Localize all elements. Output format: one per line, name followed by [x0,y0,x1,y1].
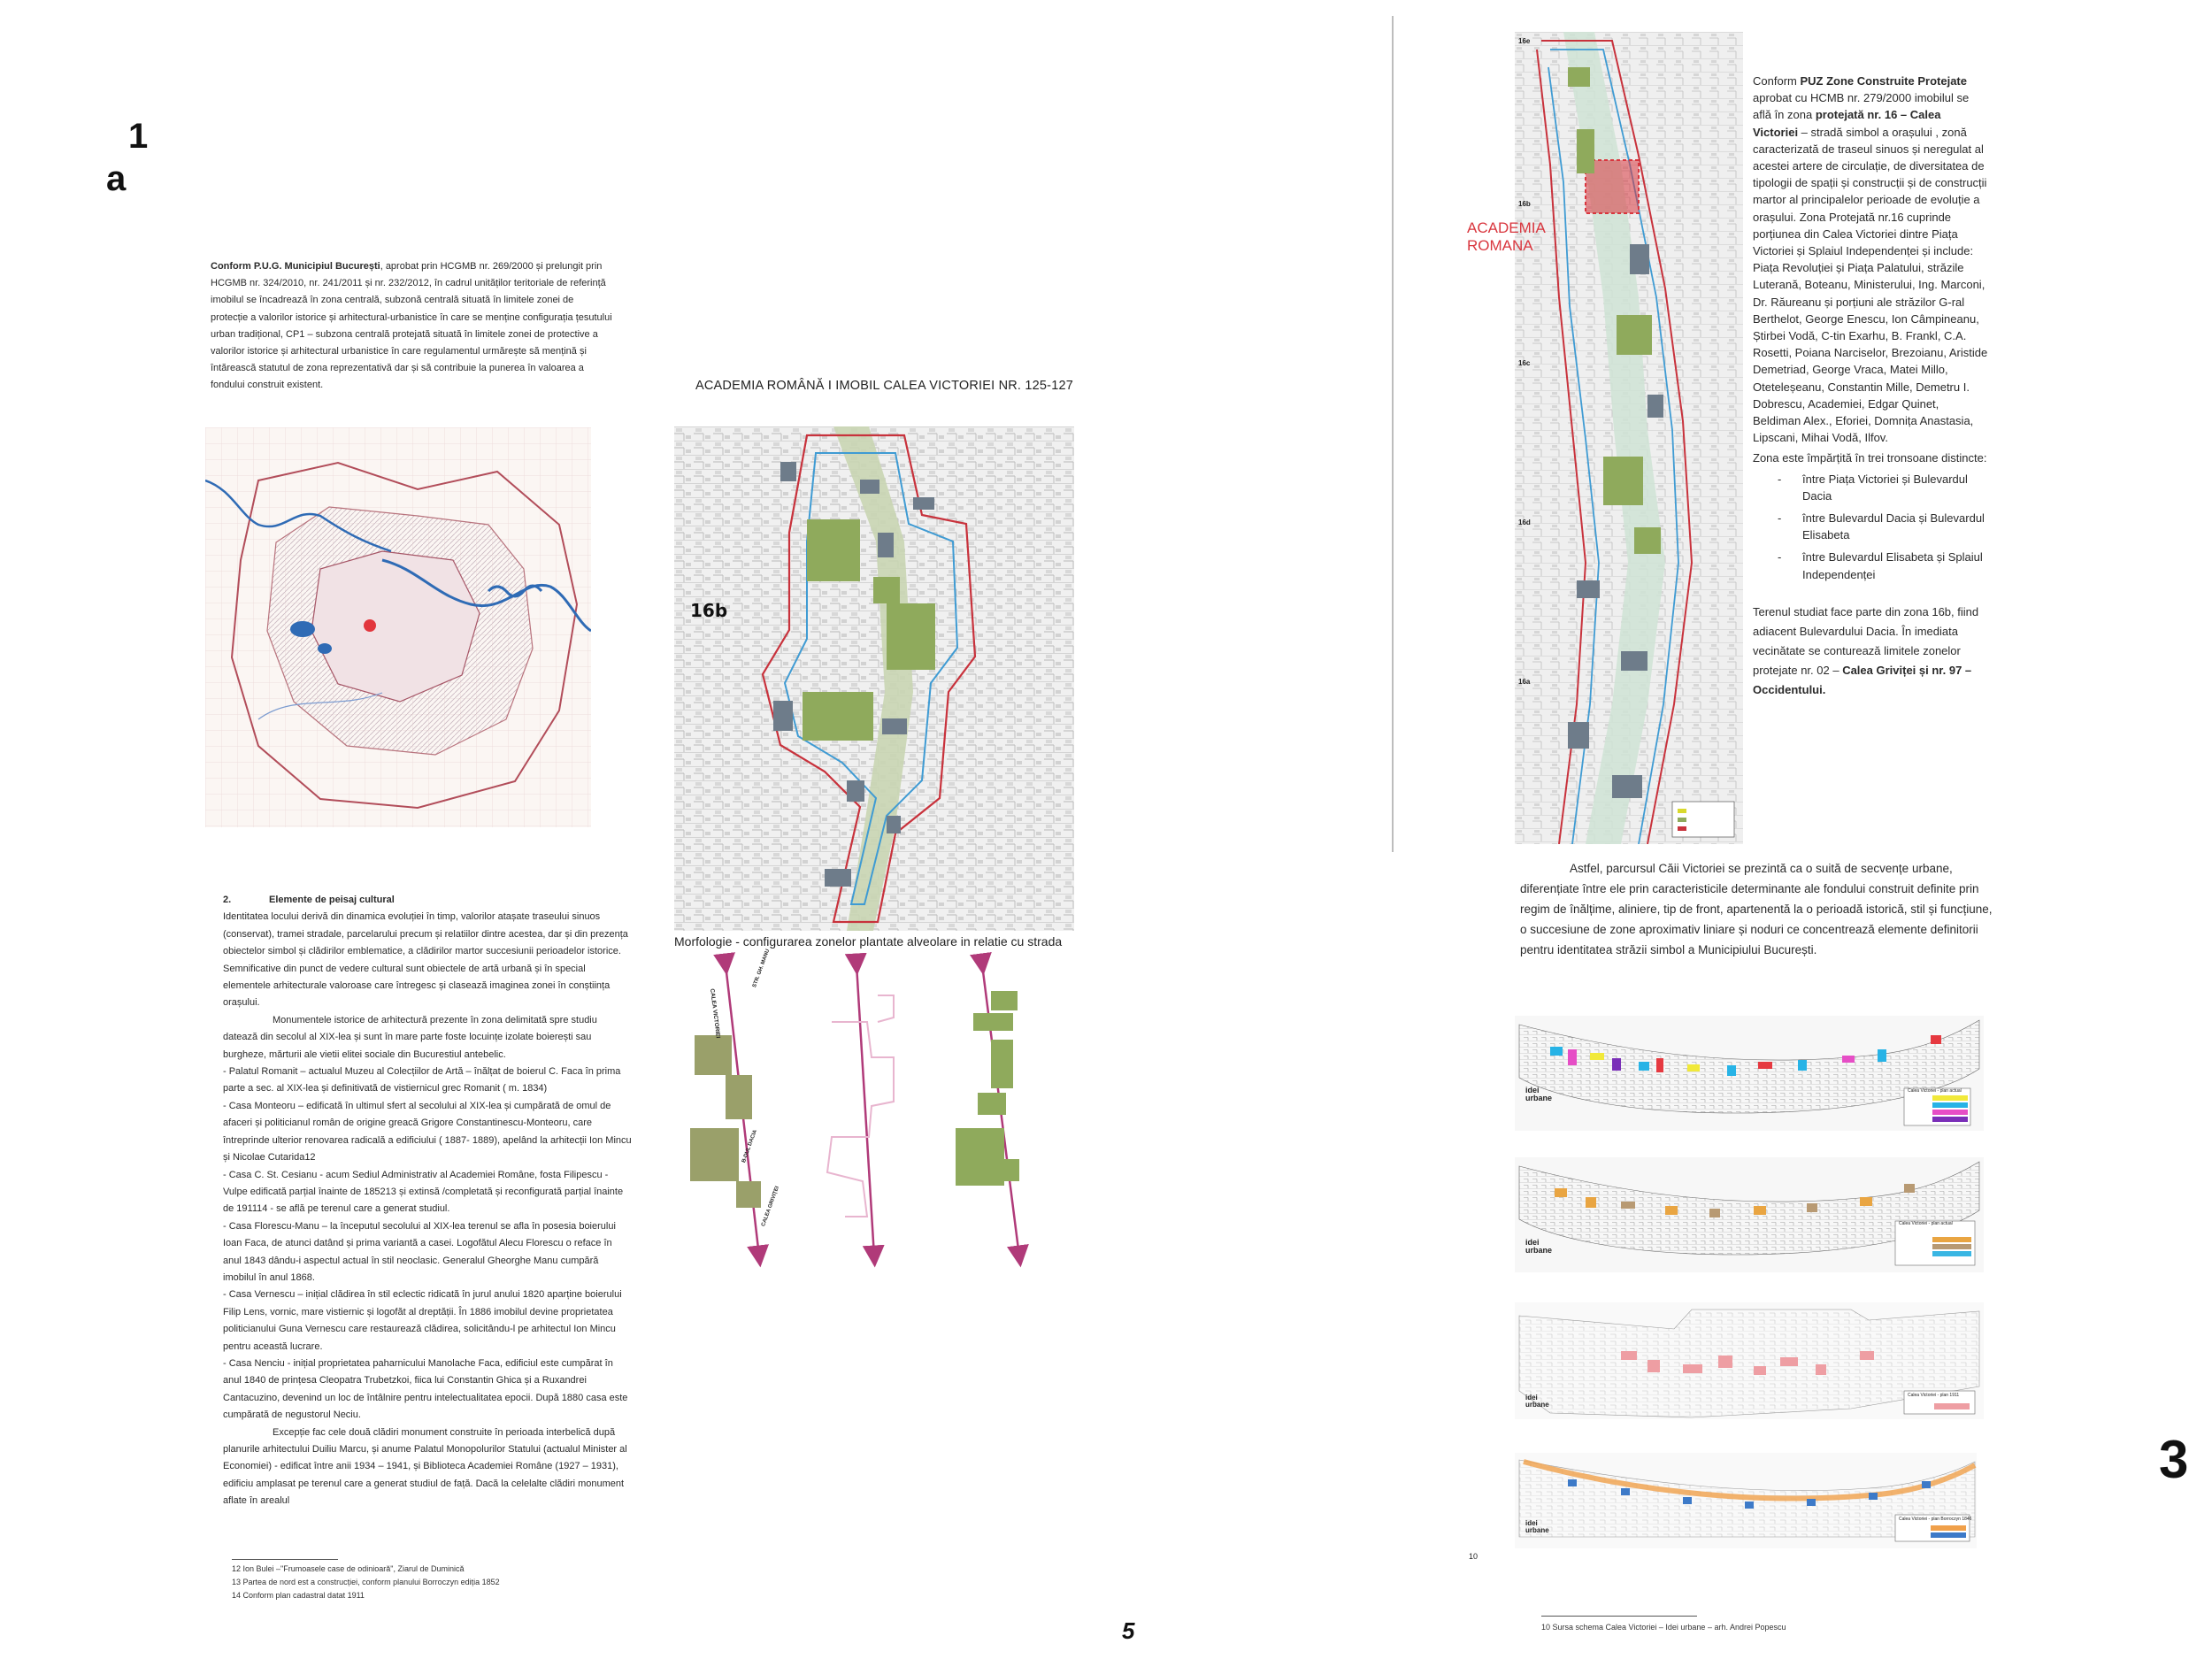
strip-legend-title: Calea Victoriei - plan actual [1899,1221,1953,1226]
zone-label-16e: 16e [1518,37,1531,45]
logo-line1: idei [1525,1238,1540,1247]
section-2-title: Elemente de peisaj cultural [269,895,395,905]
strip-map-periods-graphic [1515,1157,1984,1272]
morphology-diagrams [672,951,1079,1270]
section-2-paragraph: Identitatea locului derivă din dinamica evoluției în timp, valorilor atașate traseului sinuos (conservat), tramei stradale, parcelarului precum și relatiilor dintre acestea, dar și din prezența obiectelor simbol și clădirilor emblematice, a clădirilor martor succesiunii perioadelor istorice. Semnificative din punct de vedere cultural sunt obiectele de artă urbană și în special elementele arhitecturale valoroase care întregesc și clasează imaginea zonei în conștiința orașului. [223,911,628,1009]
teren-paragraph [1753,603,1988,700]
footnote: 12 Ion Bulei –"Frumoasele case de odinioară", Ziarul de Duminică [232,1564,465,1573]
academia-romana-label [1467,219,1546,255]
section-2-paragraph: - Casa Nenciu - inițial proprietatea paharnicului Manolache Faca, edificiul este cumpărat în anul 1840 de prințesa Cleopatra Trubetzkoi, fiica lui Constantin Ghica și a Ruxandrei Cantacuzino, devenind un loc de întâlnire pentru intelectualitatea epocii. După 1880 casa este cumpărată de negustorul Neciu. [223,1357,628,1421]
puz-intro-bold2: protejată nr. 16 – Calea Victoriei [1753,108,1941,139]
zone-section-item: - între Bulevardul Dacia și Bulevardul Elisabeta [1778,510,1988,543]
logo-line1: idei [1525,1086,1540,1094]
section-2-paragraph: Excepție fac cele două clădiri monument construite în perioada interbelică după planurile arhitectului Duiliu Marcu, și anume Palatul Monopolurilor Statului (actualul Minister al Economiei) - edificat între anii 1934 – 1941, și Biblioteca Academiei Române (1927 – 1931), edificiu amplasat pe terenul care a generat studiul de față. Dacă la celelalte clădiri monument aflate în arealul [223,1426,627,1507]
strip-legend-title: Calea Victoriei - plan actual [1908,1088,1962,1094]
idei-urbane-logo [1525,1087,1552,1102]
strip-map-1911-graphic [1515,1302,1984,1419]
puz-intro-prefix: Conform [1753,74,1801,88]
section-2-paragraph: - Casa C. St. Cesianu - acum Sediul Administrativ al Academiei Române, fosta Filipescu - Vulpe edificată parțial înainte de 185213 și extinsă /completată și reconfigurată parțial înainte de 191114 - se află pe terenul care a generat studiul. [223,1169,624,1215]
page-divider [1392,16,1394,852]
bucharest-city-map [205,427,591,827]
puz-zone-text [1753,73,1988,700]
logo-line2: urbane [1525,1401,1549,1409]
calea-victoriei-map-graphic [1515,32,1743,844]
strip-map-1911 [1515,1302,1984,1419]
site-location-dot [364,619,376,632]
page-marker-right: 3 [2159,1430,2189,1489]
section-2-number: 2. [223,895,232,905]
footnote: 14 Conform plan cadastral datat 1911 [232,1591,365,1600]
zone-sections-list [1778,471,1988,583]
idei-urbane-logo [1525,1394,1549,1409]
left-footnotes [232,1563,621,1602]
section-2-paragraph: - Palatul Romanit – actualul Muzeu al Colecțiilor de Artă – înălțat de boierul C. Faca în prima parte a sec. al XIX-lea și definitivată de vistiernicul grec Romanit ( m. 1834) [223,1066,621,1094]
diagram-label-victoriei: CALEA VICTORIEI [709,988,721,1039]
diagram-label-dacia: B-DUL DACIA [741,1129,759,1164]
section-2-paragraph: - Casa Monteoru – edificată în ultimul sfert al secolului al XIX-lea și cumpărată de omul de afaceri și politicianul român de origine greacă Grigore Constantinescu-Monteoru, care întreprinde ulterior renovarea radicală a edificiului ( 1887- 1889), apelând la arhitecții Ion Mincu și Nicolae Cutarida12 [223,1100,632,1164]
teren-plain: Terenul studiat face parte din zona 16b, fiind adiacent Bulevardului Dacia. În imediata vecinătate se conturează limitele zonelor protejate nr. 02 – [1753,604,1979,677]
logo-line2: urbane [1525,1246,1553,1255]
zone-split-line: Zona este împărțită în trei tronsoane distincte: [1753,451,1987,465]
logo-line1: idei [1525,1394,1538,1402]
section-2 [223,892,632,1510]
pug-intro-text [211,258,612,395]
zone-16b-label: 16b [690,600,728,621]
strip-map-functions-graphic [1515,1016,1984,1131]
left-page-number: 5 [1122,1617,1135,1644]
footnote-rule [232,1559,338,1560]
pug-intro-body: , aprobat prin HCGMB nr. 269/2000 și prelungit prin HCGMB nr. 324/2010, nr. 241/2011 și nr. 232/2012, în cadrul unităților teritoriale de referință imobilul se încadrează în zona centrală, subzonă centrală situată în limitele zonei de protecție a valorilor istorice și arhitectural-urbanistice în care se menține configurația țesutului urban tradițional, CP1 – subzona centrală protejată situată în limitele zonei de protective a valorilor istorice și arhitectural urbanistice în care regulamentul urmărește să mențină și întărească statutul de zona reprezentativă dar și să contribuie la punerea în valoarea a fondului construit existent. [211,261,612,391]
city-map-graphic [205,427,591,827]
morphology-diagrams-graphic [672,951,1079,1270]
morphology-caption: Morfologie - configurarea zonelor plantate alveolare in relatie cu strada [674,934,1063,949]
puz-intro-rest: – stradă simbol a orașului , zonă caracterizată de traseul sinuos și neregulat al acestei artere de circulație, de diversitatea de tipologii de spații și construcții și de construcții martor al principalelor perioade de evoluție a orașului. Zona Protejată nr.16 cuprinde porțiunea din Calea Victoriei dintre Piața Victoriei și Splaiul Independenței și include: Piața Revoluției și Piața Palatului, străzile Luterană, Boteanu, Ministerului, Ing. Marconi, Dr. Răureanu și porțiuni ale străzilor G-ral Berthelot, George Enescu, Ion Câmpineanu, Știrbei Vodă, C-tin Exarhu, B. Frankl, C.A. Rosetti, Poiana Narciselor, Brezoianu, Aristide Demetriad, George Vraca, Matei Millo, Oteteleșeanu, Constantin Mille, Demetru I. Dobrescu, Academiei, Edgar Quinet, Beldiman Alex., Eforiei, Domnița Anastasia, Lipscani, Mihai Vodă, Ilfov. [1753,125,1988,445]
strip-map-1846-graphic [1515,1453,1977,1548]
right-footnote: 10 Sursa schema Calea Victoriei – Idei urbane – arh. Andrei Popescu [1541,1623,1786,1632]
puz-intro [1753,73,1988,446]
strip-legend-title: Calea Victoriei - plan Borroczyn 1846 [1899,1517,1972,1522]
puz-intro-bold: PUZ Zone Construite Protejate [1800,74,1967,88]
zone-16b-map [674,426,1074,931]
section-2-paragraph: Monumentele istorice de arhitectură prezente în zona delimitată spre studiu datează din secolul al XIX-lea și sunt în mare parte foste locuințe izolate boierești sau burgheze, mărturii ale vietii elitei sociale din Bucurestiul antebelic. [223,1014,597,1060]
footnote: 13 Partea de nord est a construcției, conform planului Borroczyn ediția 1852 [232,1578,500,1586]
zone-label-16c: 16c [1518,359,1531,367]
calea-victoriei-paragraph: Astfel, parcursul Căii Victoriei se prezintă ca o suită de secvențe urbane, diferențiate între ele prin caracteristicile determinante ale fondului construit definite prin regim de înălțime, aliniere, tip de front, apartenentă la o perioadă istorică, stil și funcțiune, o succesiune de zone aproximativ liniare și noduri ce concentrează elemente definitorii pentru identitatea străzii simbol a Municipiului București. [1520,862,1993,956]
right-small-number: 10 [1469,1552,1479,1561]
teren-bold: Calea Griviței și nr. 97 – Occidentului. [1753,663,1972,696]
right-footnote-rule [1541,1616,1697,1617]
zone-section-item: - între Piața Victoriei și Bulevardul Dacia [1778,471,1988,504]
zone-section-item: - între Bulevardul Elisabeta și Splaiul Independenței [1778,549,1988,582]
zone-16b-map-graphic [674,426,1074,931]
strip-legend-title: Calea Victoriei - plan 1911 [1908,1393,1960,1398]
puz-intro-mid: aprobat cu HCMB nr. 279/2000 imobilul se află în zona [1753,91,1970,122]
page-marker-number: 1 [128,117,149,156]
section-2-paragraph: - Casa Vernescu – inițial clădirea în stil eclectic ridicată în jurul anului 1820 aparține boierului Filip Lens, vornic, mare vistiernic și logofăt al dreptății. În 1886 imobilul devine proprietatea politicianului Guna Vernescu care restaurează clădirea, solicitându-l pe arhitectul Ion Mincu pentru această lucrare. [223,1289,622,1352]
zone-label-16b: 16b [1518,200,1531,208]
academia-label-line2: ROMANA [1467,237,1533,254]
zone-label-16d: 16d [1518,518,1531,526]
idei-urbane-logo [1525,1520,1549,1534]
logo-line2: urbane [1525,1526,1549,1534]
section-2-heading [223,892,632,909]
strip-map-1846 [1515,1453,1977,1548]
pug-intro-bold: Conform P.U.G. Municipiul București [211,261,380,272]
diagram-label-manu: STR. GH. MANU [752,949,772,989]
calea-victoriei-zone-map [1515,32,1743,844]
academia-label-line1: ACADEMIA [1467,219,1546,236]
logo-line2: urbane [1525,1094,1553,1102]
zone-label-16a: 16a [1518,678,1531,686]
strip-map-periods [1515,1157,1984,1272]
diagram-label-grivitei: CALEA GRIVIȚEI [761,1186,780,1228]
section-2-paragraph: - Casa Florescu-Manu – la începutul secolului al XIX-lea terenul se afla în posesia boierului Ioan Faca, de atunci datând și prima variantă a casei. Logofătul Alecu Florescu o reface în anul 1843 dându-i aspectul actual în stil neoclasic. Generalul Gheorghe Manu cumpără imobilul în anul 1868. [223,1220,616,1283]
logo-line1: idei [1525,1519,1538,1527]
strip-map-functions [1515,1016,1984,1131]
idei-urbane-logo [1525,1239,1552,1255]
page-marker-letter: a [106,159,127,198]
academia-map-title: ACADEMIA ROMÂNĂ I IMOBIL CALEA VICTORIEI NR. 125-127 [695,379,1073,393]
